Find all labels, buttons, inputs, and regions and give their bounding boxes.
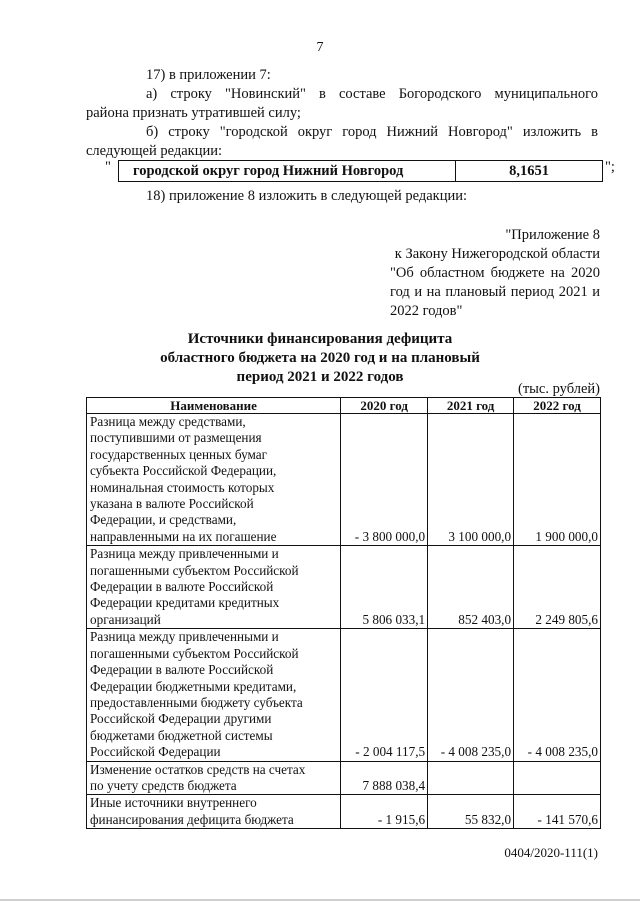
row-name-line: Федерации кредитами кредитных xyxy=(90,595,280,611)
table-title-line2: областного бюджета на 2020 год и на плановый xyxy=(160,350,480,366)
units-label: (тыс. рублей) xyxy=(518,381,600,397)
row-value-2022: 2 249 805,6 xyxy=(514,546,601,629)
row-value-2022: 1 900 000,0 xyxy=(514,414,601,546)
row-name-line: погашенными субъектом Российской xyxy=(90,562,299,578)
row-name-line: Российской Федерации xyxy=(90,744,221,760)
item-17a-line2: района признать утратившей силу; xyxy=(86,105,301,121)
row-value-2022: - 4 008 235,0 xyxy=(514,629,601,761)
header-2021: 2021 год xyxy=(428,398,514,414)
row-value-2021 xyxy=(428,761,514,795)
row-name-line: Российской Федерации другими xyxy=(90,711,272,727)
row-value-2021: 55 832,0 xyxy=(428,795,514,829)
table-title xyxy=(0,330,640,387)
page-number: 7 xyxy=(316,40,324,55)
replacement-row xyxy=(118,160,603,182)
replacement-row-name: городской округ город Нижний Новгород xyxy=(119,161,456,181)
row-name-cell xyxy=(87,761,341,795)
row-name-line: Разница между средствами, xyxy=(90,414,246,429)
appendix-ref-line5: 2022 годов" xyxy=(390,303,463,319)
item-17a-line1: а) строку "Новинский" в составе Богородского муниципального xyxy=(146,86,598,102)
row-name-line: Разница между привлеченными и xyxy=(90,546,279,562)
table-row xyxy=(87,629,601,761)
row-value-2020: 5 806 033,1 xyxy=(341,546,428,629)
table-header-row xyxy=(87,398,601,414)
replacement-row-value: 8,1651 xyxy=(509,162,549,179)
table-row xyxy=(87,546,601,629)
row-name-line: поступившими от размещения xyxy=(90,430,262,446)
table-title-line3: период 2021 и 2022 годов xyxy=(236,369,404,385)
row-name-cell xyxy=(87,546,341,629)
row-name-cell xyxy=(87,795,341,829)
row-name-line: погашенными субъектом Российской xyxy=(90,645,299,661)
row-name-line: направленными на их погашение xyxy=(90,528,277,544)
row-value-2020: - 3 800 000,0 xyxy=(341,414,428,546)
item-17: 17) в приложении 7: xyxy=(146,67,271,83)
quote-close: "; xyxy=(605,159,615,175)
row-name-line: Федерации в валюте Российской xyxy=(90,579,274,595)
document-code: 0404/2020-111(1) xyxy=(504,845,598,860)
appendix-ref-line1: "Приложение 8 xyxy=(505,227,600,243)
appendix-ref-line3: "Об областном бюджете на 2020 xyxy=(390,265,600,281)
scan-edge-line xyxy=(0,899,640,901)
table-row xyxy=(87,761,601,795)
table-body xyxy=(87,414,601,829)
quote-open: " xyxy=(105,159,111,175)
row-name-line: Федерации в валюте Российской xyxy=(90,662,274,678)
row-name-line: номинальная стоимость которых xyxy=(90,479,275,495)
row-value-2022 xyxy=(514,761,601,795)
row-value-2021: - 4 008 235,0 xyxy=(428,629,514,761)
row-name-cell xyxy=(87,414,341,546)
row-name-line: Изменение остатков средств на счетах xyxy=(90,761,306,777)
row-value-2021: 852 403,0 xyxy=(428,546,514,629)
scan-edge-artifact xyxy=(0,895,640,905)
row-name-line: указана в валюте Российской xyxy=(90,496,254,512)
table-row xyxy=(87,414,601,546)
row-name-line: Федерации бюджетными кредитами, xyxy=(90,678,297,694)
row-value-2020: - 2 004 117,5 xyxy=(341,629,428,761)
row-name-cell xyxy=(87,629,341,761)
row-value-2020: - 1 915,6 xyxy=(341,795,428,829)
row-name-line: по учету средств бюджета xyxy=(90,777,237,793)
row-name-line: бюджетами бюджетной системы xyxy=(90,727,273,743)
row-name-line: предоставленными бюджету субъекта xyxy=(90,694,303,710)
row-value-2020: 7 888 038,4 xyxy=(341,761,428,795)
header-name: Наименование xyxy=(87,398,341,414)
row-name-line: организаций xyxy=(90,611,161,627)
table-row xyxy=(87,795,601,829)
item-17b-line1: б) строку "городской округ город Нижний Новгород" изложить в xyxy=(146,124,598,140)
row-name-line: Иные источники внутреннего xyxy=(90,795,257,811)
header-2022: 2022 год xyxy=(514,398,601,414)
row-value-2022: - 141 570,6 xyxy=(514,795,601,829)
row-name-line: субъекта Российской Федерации, xyxy=(90,463,277,479)
header-2020: 2020 год xyxy=(341,398,428,414)
item-17b-line2: следующей редакции: xyxy=(86,143,223,159)
row-value-2021: 3 100 000,0 xyxy=(428,414,514,546)
appendix-ref-line2: к Закону Нижегородской области xyxy=(394,246,600,262)
row-name-line: Разница между привлеченными и xyxy=(90,629,279,645)
row-name-line: финансирования дефицита бюджета xyxy=(90,811,294,827)
appendix-ref-line4: год и на плановый период 2021 и xyxy=(390,284,600,300)
row-name-line: государственных ценных бумаг xyxy=(90,446,268,462)
table-title-line1: Источники финансирования дефицита xyxy=(187,331,453,347)
item-18: 18) приложение 8 изложить в следующей редакции: xyxy=(146,188,468,204)
financing-sources-table xyxy=(86,397,601,829)
row-name-line: Федерации, и средствами, xyxy=(90,512,237,528)
